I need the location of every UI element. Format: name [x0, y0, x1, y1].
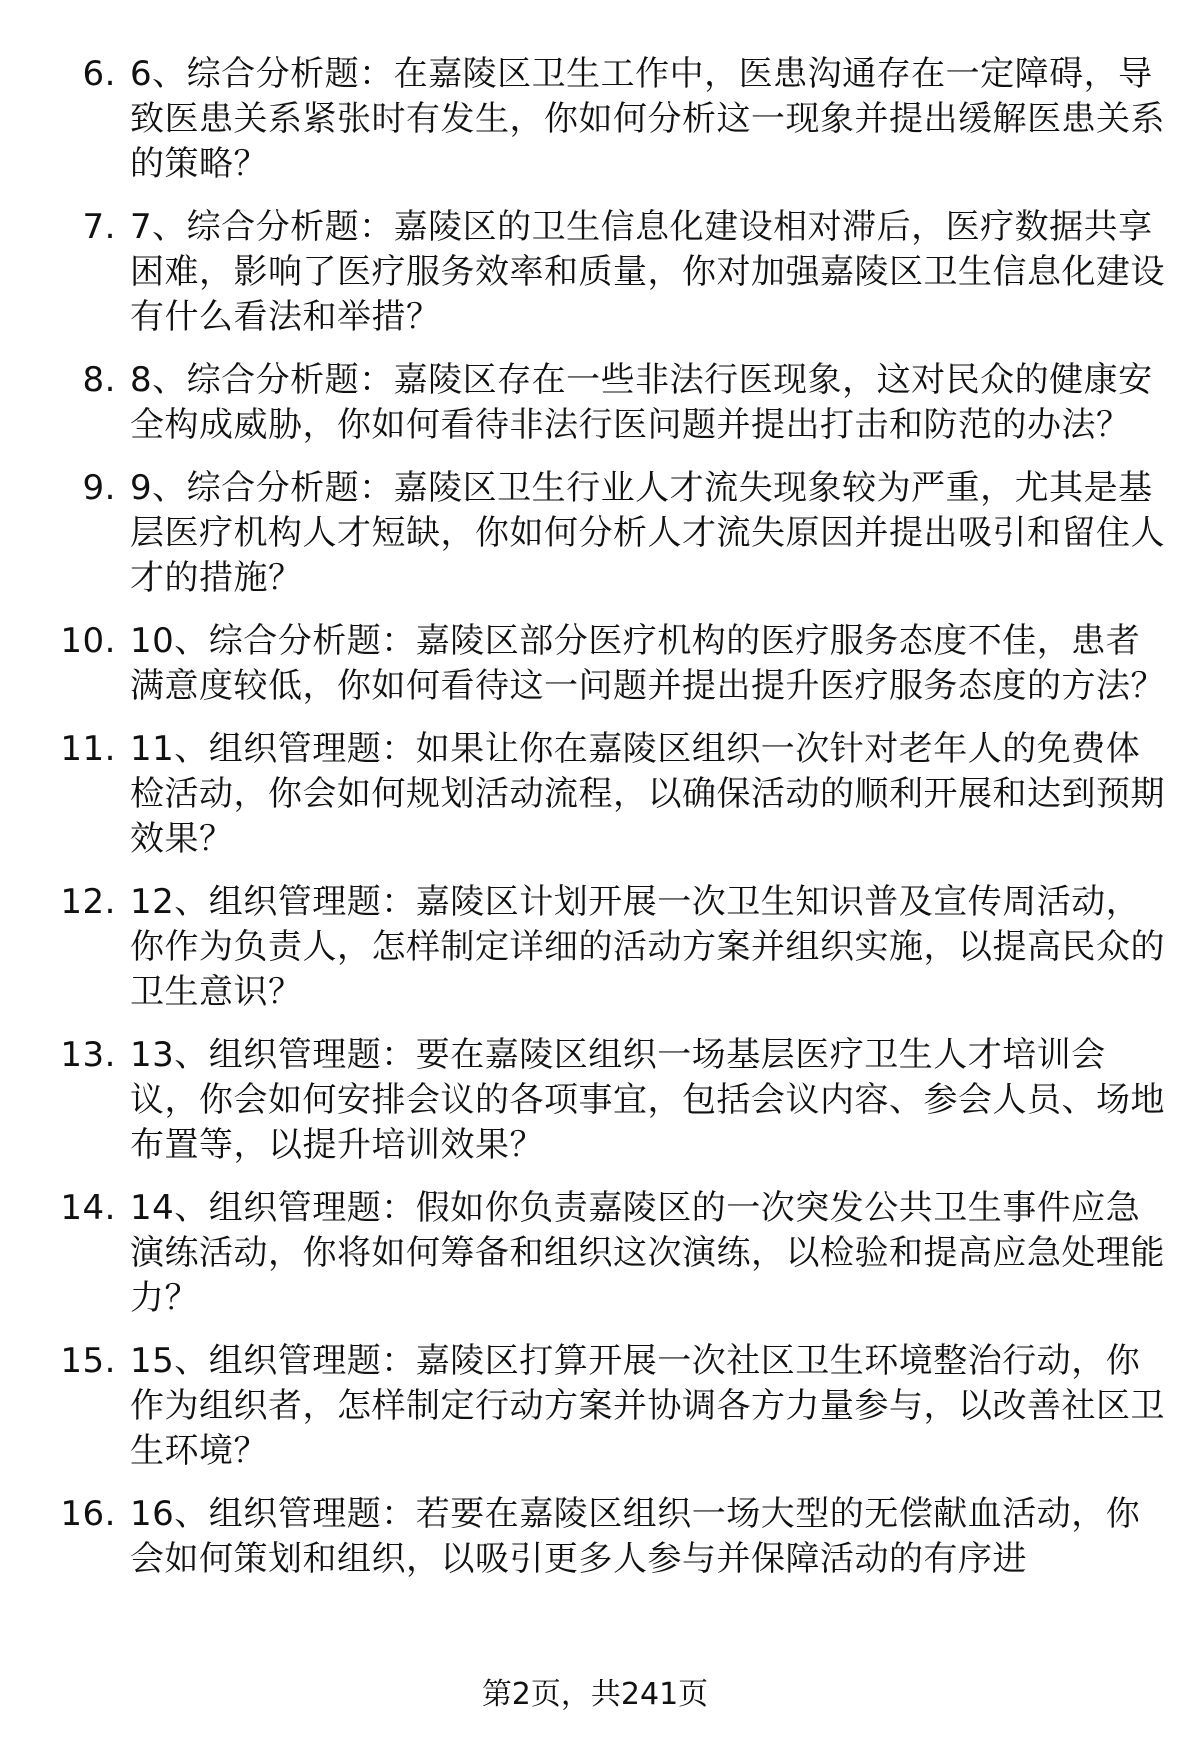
question-item: [60, 52, 1170, 187]
question-number: 8.: [82, 360, 116, 400]
question-item: [60, 1186, 1170, 1321]
question-number: 11.: [60, 729, 116, 769]
question-text: 6、综合分析题：在嘉陵区卫生工作中，医患沟通存在一定障碍，导致医患关系紧张时有发生，你如何分析这一现象并提出缓解医患关系的策略？: [130, 54, 1165, 184]
question-item: [60, 619, 1170, 709]
question-item: [60, 358, 1170, 448]
question-number: 16.: [60, 1494, 116, 1534]
question-text: 8、综合分析题：嘉陵区存在一些非法行医现象，这对民众的健康安全构成威胁，你如何看待非法行医问题并提出打击和防范的办法？: [130, 360, 1153, 445]
question-text: 15、组织管理题：嘉陵区打算开展一次社区卫生环境整治行动，你作为组织者，怎样制定行动方案并协调各方力量参与，以改善社区卫生环境？: [130, 1341, 1165, 1471]
question-text: 16、组织管理题：若要在嘉陵区组织一场大型的无偿献血活动，你会如何策划和组织，以吸引更多人参与并保障活动的有序进: [130, 1494, 1141, 1579]
question-item: [60, 1339, 1170, 1474]
question-number: 14.: [60, 1188, 116, 1228]
question-item: [60, 880, 1170, 1015]
question-text: 9、综合分析题：嘉陵区卫生行业人才流失现象较为严重，尤其是基层医疗机构人才短缺，你如何分析人才流失原因并提出吸引和留住人才的措施？: [130, 468, 1165, 598]
question-text: 11、组织管理题：如果让你在嘉陵区组织一次针对老年人的免费体检活动，你会如何规划活动流程，以确保活动的顺利开展和达到预期效果？: [130, 729, 1165, 859]
page-footer: [0, 1675, 1190, 1715]
question-number: 10.: [60, 621, 116, 661]
question-item: [60, 205, 1170, 340]
question-item: [60, 466, 1170, 601]
page-number: 第2页，共241页: [481, 1677, 709, 1712]
question-item: [60, 1033, 1170, 1168]
question-item: [60, 1492, 1170, 1582]
question-text: 14、组织管理题：假如你负责嘉陵区的一次突发公共卫生事件应急演练活动，你将如何筹备和组织这次演练，以检验和提高应急处理能力？: [130, 1188, 1165, 1318]
question-number: 13.: [60, 1035, 116, 1075]
question-text: 7、综合分析题：嘉陵区的卫生信息化建设相对滞后，医疗数据共享困难，影响了医疗服务效率和质量，你对加强嘉陵区卫生信息化建设有什么看法和举措？: [130, 207, 1165, 337]
question-list: [60, 52, 1170, 1600]
question-number: 9.: [82, 468, 116, 508]
question-text: 13、组织管理题：要在嘉陵区组织一场基层医疗卫生人才培训会议，你会如何安排会议的各项事宜，包括会议内容、参会人员、场地布置等，以提升培训效果？: [130, 1035, 1165, 1165]
question-number: 15.: [60, 1341, 116, 1381]
question-number: 12.: [60, 882, 116, 922]
question-text: 12、组织管理题：嘉陵区计划开展一次卫生知识普及宣传周活动，你作为负责人，怎样制定详细的活动方案并组织实施，以提高民众的卫生意识？: [130, 882, 1165, 1012]
question-number: 6.: [82, 54, 116, 94]
question-text: 10、综合分析题：嘉陵区部分医疗机构的医疗服务态度不佳，患者满意度较低，你如何看待这一问题并提出提升医疗服务态度的方法？: [130, 621, 1165, 706]
question-item: [60, 727, 1170, 862]
question-number: 7.: [82, 207, 116, 247]
